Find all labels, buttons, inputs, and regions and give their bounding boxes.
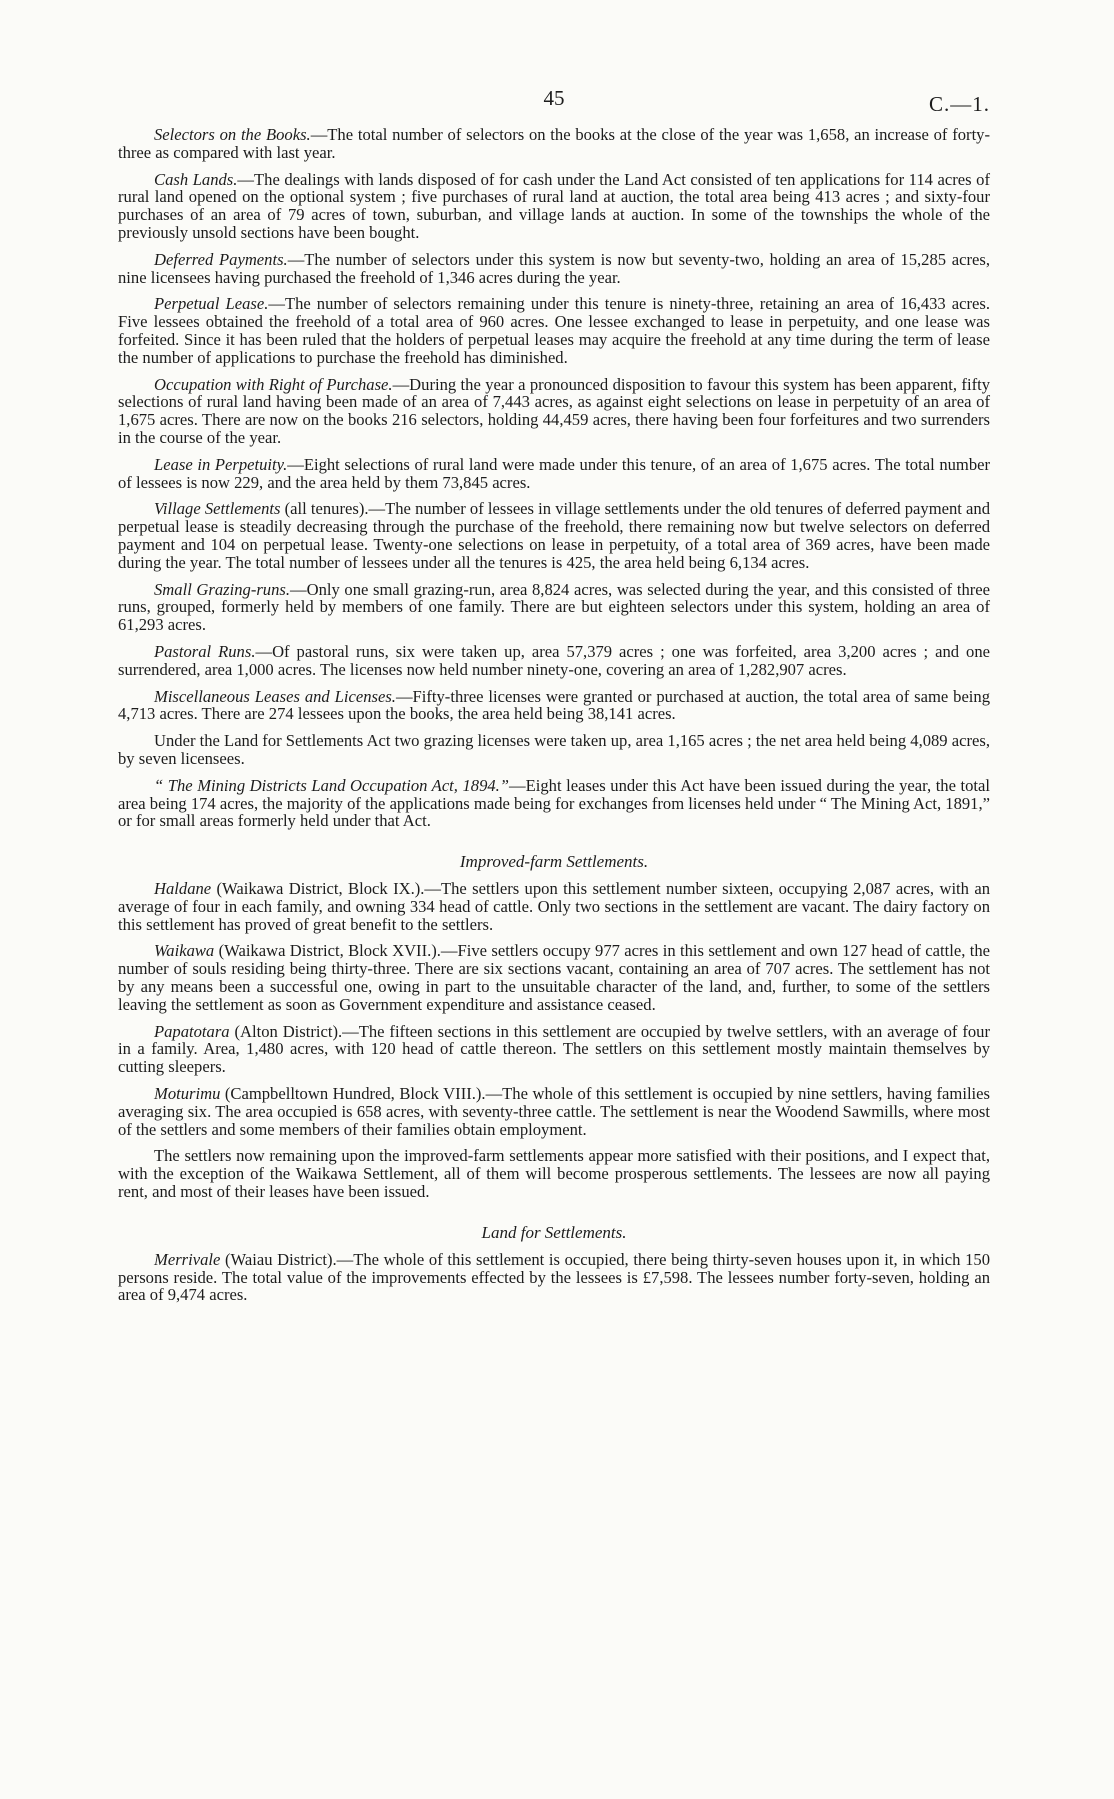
document-page: [118, 86, 990, 1313]
paragraph-papatotara: Papatotara (Alton District).—The fifteen sections in this settlement are occupied by twelve settlers, with an average of four in a family. Area, 1,480 acres, with 120 head of cattle thereon. The settlers on this settlement mostly maintain themselves by cutting sleepers.: [118, 1021, 990, 1077]
page-number: 45: [543, 86, 565, 110]
paragraph-lease-perpetuity: Lease in Perpetuity.—Eight selections of rural land were made under this tenure, of an area of 1,675 acres. The total number of lessees is now 229, and the area held by them 73,845 acres.: [118, 454, 991, 492]
paragraph-cash-lands: Cash Lands.—The dealings with lands disposed of for cash under the Land Act consisted of ten applications for 114 acres of rural land opened on the optional system ; five purchases of rural land at auction, the total area being 413 acres ; and sixty-four purchases of an area of 79 acres of town, suburban, and village lands at auction. In some of the townships the whole of the previously unsold sections have been bought.: [118, 169, 990, 242]
paragraph-waikawa: Waikawa (Waikawa District, Block XVII.).—Five settlers occupy 977 acres in this settlement and own 127 head of cattle, the number of souls residing being thirty-three. There are six sections vacant, containing an area of 707 acres. The settlement has not by any means been a successful one, owing in part to the unsuitable character of the land, and, further, to some of the settlers leaving the settlement as soon as Government expenditure and assistance ceased.: [118, 941, 990, 1014]
paragraph-land-settlements-act: Under the Land for Settlements Act two grazing licenses were taken up, area 1,165 acres ; the net area held being 4,089 acres, by seven licensees.: [118, 731, 990, 768]
paragraph-occupation: Occupation with Right of Purchase.—During the year a pronounced disposition to favour this system has been apparent, fifty selections of rural land having been made of an area of 7,443 acres, as against eight selections on lease in perpetuity of an area of 1,675 acres. There are now on the books 216 selectors, holding 44,459 acres, there having been four forfeitures and two surrenders in the course of the year.: [118, 374, 990, 447]
paragraph-selectors: Selectors on the Books.—The total number of selectors on the books at the close of the year was 1,658, an increase of forty-three as compared with last year.: [118, 125, 990, 162]
paragraph-merrivale: Merrivale (Waiau District).—The whole of this settlement is occupied, there being thirty-seven houses upon it, in which 150 persons reside. The total value of the improvements effected by the lessees is £7,598. The lessees number forty-seven, holding an area of 9,474 acres.: [118, 1249, 990, 1305]
heading-land-for-settlements: Land for Settlements.: [481, 1222, 627, 1242]
paragraph-haldane: Haldane (Waikawa District, Block IX.).—The settlers upon this settlement number sixteen, occupying 2,087 acres, with an average of four in each family, and owning 334 head of cattle. Only two sections in the settlement are vacant. The dairy factory on this settlement has proved of great benefit to the settlers.: [118, 879, 990, 934]
paragraph-village-settlements: Village Settlements (all tenures).—The number of lessees in village settlements under the old tenures of deferred payment and perpetual lease is steadily decreasing through the purchase of the freehold, there remaining now but twelve selectors on deferred payment and 104 on perpetual lease. Twenty-one selections on lease in perpetuity, of a total area of 369 acres, have been made during the year. The total number of lessees under all the tenures is 425, the area held being 6,134 acres.: [118, 499, 991, 572]
heading-improved-farm: Improved-farm Settlements.: [459, 852, 649, 872]
paragraph-settlers-summary: The settlers now remaining upon the improved-farm settlements appear more satisfied with their positions, and I expect that, with the exception of the Waikawa Settlement, all of them will become prosperous settlements. The lessees are now all paying rent, and most of their leases have been issued.: [118, 1146, 990, 1202]
document-reference: C.—1.: [928, 92, 990, 116]
paragraph-moturimu: Moturimu (Campbelltown Hundred, Block VIII.).—The whole of this settlement is occupied by nine settlers, having families averaging six. The area occupied is 658 acres, with seventy-three cattle. The settlement is near the Woodend Sawmills, where most of the settlers and some members of their families obtain employment.: [118, 1084, 990, 1139]
paragraph-pastoral-runs: Pastoral Runs.—Of pastoral runs, six were taken up, area 57,379 acres ; one was forfeited, area 3,200 acres ; and one surrendered, area 1,000 acres. The licenses now held number ninety-one, covering an area of 1,282,907 acres.: [118, 641, 990, 679]
page-header: [118, 86, 990, 126]
paragraph-mining-districts: “ The Mining Districts Land Occupation Act, 1894.”—Eight leases under this Act have been issued during the year, the total area being 174 acres, the majority of the applications made being for exchanges from licenses held under “ The Mining Act, 1891,” or for small areas formerly held under that Act.: [118, 775, 990, 831]
paragraph-misc-leases: Miscellaneous Leases and Licenses.—Fifty-three licenses were granted or purchased at auction, the total area of same being 4,713 acres. There are 274 lessees upon the books, the area held being 38,141 acres.: [118, 686, 991, 724]
paragraph-perpetual-lease: Perpetual Lease.—The number of selectors remaining under this tenure is ninety-three, retaining an area of 16,433 acres. Five lessees obtained the freehold of a total area of 960 acres. One lessee exchanged to lease in perpetuity, and one lease was forfeited. Since it has been ruled that the holders of perpetual leases may acquire the freehold at any time during the term of lease the number of applications to purchase the freehold has diminished.: [118, 294, 990, 367]
paragraph-small-grazing-runs: Small Grazing-runs.—Only one small grazing-run, area 8,824 acres, was selected during the year, and this consisted of three runs, grouped, formerly held by members of one family. There are but eighteen selectors under this system, holding an area of 61,293 acres.: [118, 579, 990, 635]
paragraph-deferred-payments: Deferred Payments.—The number of selectors under this system is now but seventy-two, holding an area of 15,285 acres, nine licensees having purchased the freehold of 1,346 acres during the year.: [118, 249, 990, 287]
